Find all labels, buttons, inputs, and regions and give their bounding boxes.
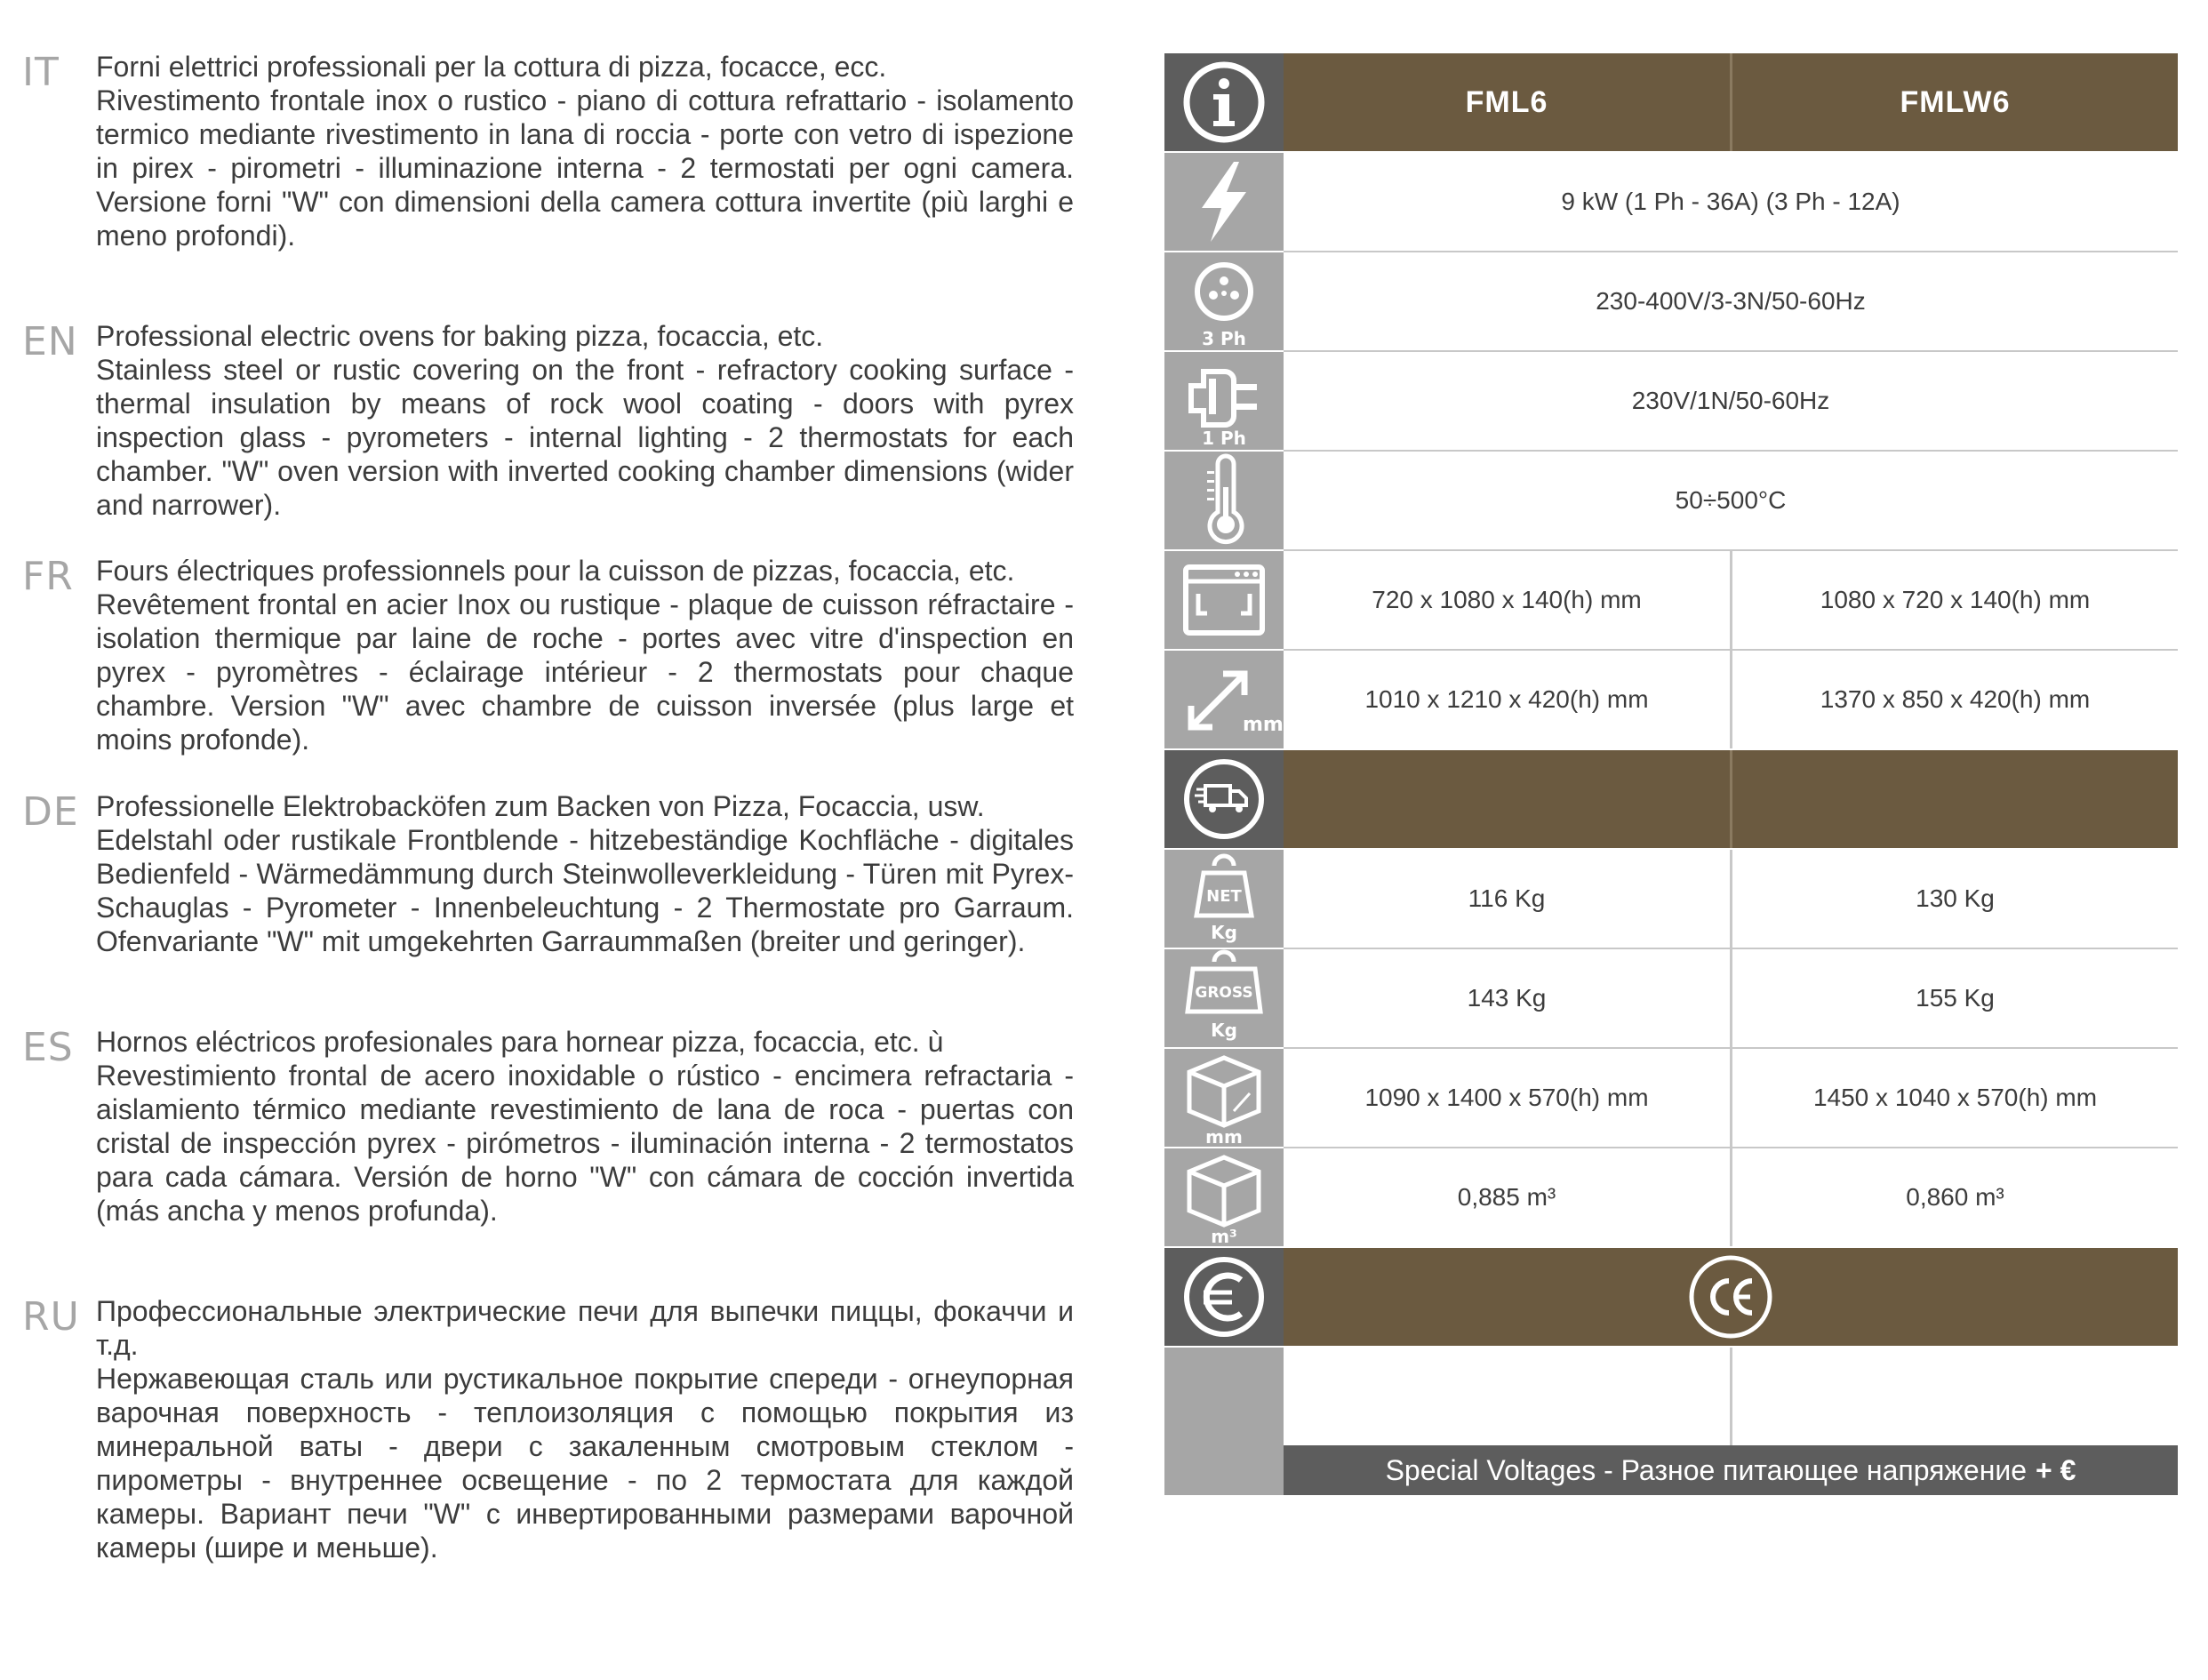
kg-label: Kg xyxy=(1211,1020,1237,1041)
box-dimensions-icon xyxy=(1164,1049,1284,1147)
lang-text: Fours électriques professionnels pour la cuisson de pizzas, focaccia, etc. Revêtement frontal en acier Inox ou rustique - plaque de cuisson réfractaire - isolation thermique par laine de roche - portes avec vitre d'inspection en pyrex - pyromètres - éclairage intérieur - 2 thermostats pour chaque chambre. Version "W" avec chambre de cuisson inversée (plus large et moins profonde). xyxy=(96,555,1074,756)
volume-fml6: 0,885 m³ xyxy=(1284,1148,1732,1246)
voltage-1ph-row xyxy=(1164,352,2178,452)
power-value: 9 kW (1 Ph - 36A) (3 Ph - 12A) xyxy=(1284,153,2178,251)
packing-dims-row xyxy=(1164,1049,2178,1148)
shipping-header-row xyxy=(1164,750,2178,850)
single-phase-plug-icon xyxy=(1164,352,1284,450)
shipping-header-fml6 xyxy=(1284,750,1732,848)
delivery-truck-icon xyxy=(1164,750,1284,848)
lightning-icon xyxy=(1164,153,1284,251)
lang-code: RU xyxy=(22,1294,80,1340)
mm-label: mm xyxy=(1243,714,1284,736)
lang-code: EN xyxy=(22,319,78,364)
lang-code: IT xyxy=(22,50,60,95)
m3-label: m³ xyxy=(1211,1226,1237,1246)
special-voltages-bar xyxy=(1164,1445,2178,1495)
lang-text: Professionelle Elektrobacköfen zum Backen von Pizza, Focaccia, usw. Edelstahl oder rustikale Frontblende - hitzebeständige Kochfläche - digitales Bedienfeld - Wärmedämmung durch Steinwolleverkleidung - Türen mit Pyrex-Schauglas - Pyrometer - Innenbeleuchtung - 2 Thermostate pro Garraum. Ofenvariante "W" mit umgekehrten Garraummaßen (breiter und geringer). xyxy=(96,790,1074,957)
thermometer-icon xyxy=(1164,452,1284,549)
box-volume-icon xyxy=(1164,1148,1284,1246)
shipping-header-fmlw6 xyxy=(1732,750,2178,848)
model-fmlw6: FMLW6 xyxy=(1732,53,2178,151)
price-icon-cell xyxy=(1164,1348,1284,1445)
lang-text: Hornos eléctricos profesionales para hornear pizza, focaccia, etc. ù Revestimiento frontal de acero inoxidable o rústico - encimera refractaria - aislamiento térmico mediante revestimiento de lana de roca - puertas con cristal de inspección pyrex - pirómetros - iluminación interna - 2 termostatos para cada cámara. Versión de horno "W" con cámara de cocción invertida (más ancha y menos profunda). xyxy=(96,1026,1074,1227)
ce-mark-cell xyxy=(1284,1248,2178,1346)
three-phase-plug-icon xyxy=(1164,252,1284,350)
oven-chamber-icon xyxy=(1164,551,1284,649)
dimensions-arrow-icon xyxy=(1164,651,1284,748)
voltage-1ph-value: 230V/1N/50-60Hz xyxy=(1284,352,2178,450)
power-row xyxy=(1164,153,2178,252)
net-label: NET xyxy=(1206,887,1242,906)
volume-fmlw6: 0,860 m³ xyxy=(1732,1148,2178,1246)
gross-weight-row xyxy=(1164,949,2178,1049)
net-weight-fmlw6: 130 Kg xyxy=(1732,850,2178,948)
voltage-3ph-value: 230-400V/3-3N/50-60Hz xyxy=(1284,252,2178,350)
net-weight-fml6: 116 Kg xyxy=(1284,850,1732,948)
lang-code: DE xyxy=(22,789,79,835)
header-row xyxy=(1164,53,2178,153)
lang-code: ES xyxy=(22,1025,74,1070)
volume-row xyxy=(1164,1148,2178,1248)
kg-label: Kg xyxy=(1211,922,1237,943)
price-row xyxy=(1164,1348,2178,1447)
price-fml6 xyxy=(1284,1348,1732,1445)
price-fmlw6 xyxy=(1732,1348,2178,1445)
lang-text: Forni elettrici professionali per la cottura di pizza, focacce, ecc. Rivestimento frontale inox o rustico - piano di cottura refrattario - isolamento termico mediante rivestimento in lana di roccia - porte con vetro di ispezione in pirex - pirometri - illuminazione interna - 2 termostati per ogni camera. Versione forni "W" con dimensioni della camera cottura invertite (più larghi e meno profondi). xyxy=(96,51,1074,252)
gross-weight-fml6: 143 Kg xyxy=(1284,949,1732,1047)
info-icon xyxy=(1164,53,1284,151)
voltage-3ph-row xyxy=(1164,252,2178,352)
special-voltages-suffix: + € xyxy=(2036,1453,2076,1486)
external-dims-row xyxy=(1164,651,2178,750)
price-header-row xyxy=(1164,1248,2178,1348)
special-voltages-text xyxy=(1284,1445,2178,1495)
packing-fmlw6: 1450 x 1040 x 570(h) mm xyxy=(1732,1049,2178,1147)
net-weight-icon xyxy=(1164,850,1284,948)
packing-fml6: 1090 x 1400 x 570(h) mm xyxy=(1284,1049,1732,1147)
gross-weight-icon xyxy=(1164,949,1284,1047)
temperature-row xyxy=(1164,452,2178,551)
mm-label: mm xyxy=(1205,1126,1243,1147)
gross-label: GROSS xyxy=(1195,984,1253,1002)
lang-text: Professional electric ovens for baking pizza, focaccia, etc. Stainless steel or rustic covering on the front - refractory cooking surface - thermal insulation by means of rock wool coating - doors with pyrex inspection glass - pyrometers - internal lighting - 2 thermostats for each chamber. "W" oven version with inverted cooking chamber dimensions (wider and narrower). xyxy=(96,320,1074,521)
three-ph-label: 3 Ph xyxy=(1202,328,1246,349)
external-fml6: 1010 x 1210 x 420(h) mm xyxy=(1284,651,1732,748)
lang-text: Профессиональные электрические печи для выпечки пиццы, фокаччи и т.д. Нержавеющая сталь или рустикальное покрытие спереди - огнеупорная варочная поверхность - теплоизоляция с помощью покрытия из минеральной ваты - двери с закаленным смотровым стеклом - пирометры - внутреннее освещение - по 2 термостата для каждой камеры. Вариант печи "W" с инвертированными размерами варочной камеры (шире и меньше). xyxy=(96,1295,1074,1564)
gross-weight-fmlw6: 155 Kg xyxy=(1732,949,2178,1047)
external-fmlw6: 1370 x 850 x 420(h) mm xyxy=(1732,651,2178,748)
lang-code: FR xyxy=(22,554,74,599)
ce-mark-icon xyxy=(1686,1252,1775,1341)
chamber-fml6: 720 x 1080 x 140(h) mm xyxy=(1284,551,1732,649)
temperature-value: 50÷500°C xyxy=(1284,452,2178,549)
chamber-row xyxy=(1164,551,2178,651)
net-weight-row xyxy=(1164,850,2178,949)
special-voltages-label: Special Voltages - Разное питающее напряжение xyxy=(1385,1453,2028,1486)
euro-icon xyxy=(1164,1248,1284,1346)
one-ph-label: 1 Ph xyxy=(1202,428,1246,449)
model-fml6: FML6 xyxy=(1284,53,1732,151)
chamber-fmlw6: 1080 x 720 x 140(h) mm xyxy=(1732,551,2178,649)
